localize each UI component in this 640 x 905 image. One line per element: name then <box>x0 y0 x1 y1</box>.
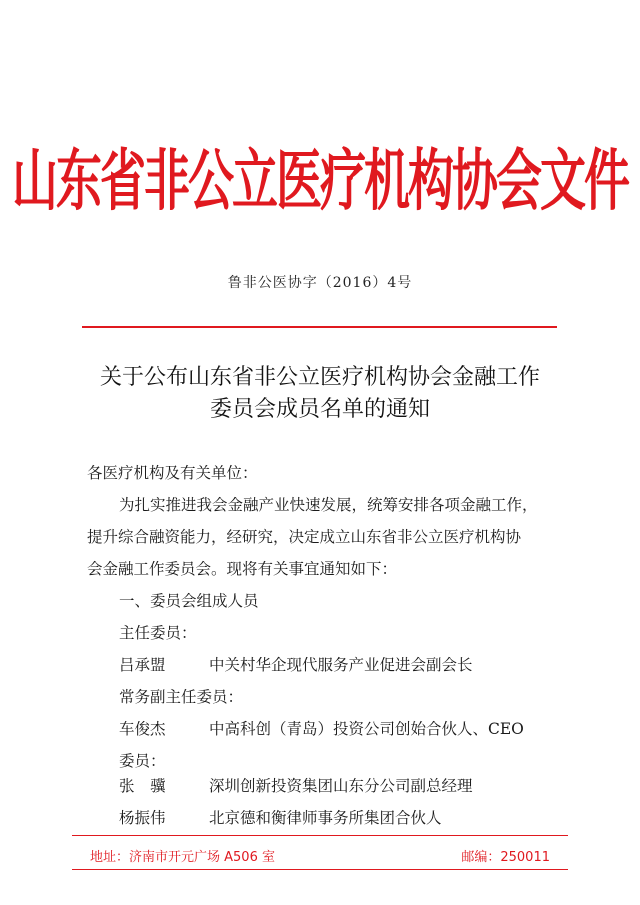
section-heading: 一、委员会组成人员 <box>119 592 259 610</box>
member-row <box>119 717 524 739</box>
paragraph-line-1: 为扎实推进我会金融产业快速发展，统筹安排各项金融工作， <box>119 496 538 514</box>
notice-title <box>0 362 640 426</box>
masthead-title: 山东省非公立医疗机构协会文件 <box>12 141 628 220</box>
member-title: 北京德和衡律师事务所集团合伙人 <box>209 809 442 827</box>
footer-address: 地址：济南市开元广场 A506 室 <box>90 850 275 865</box>
role-chair-label: 主任委员： <box>119 624 197 642</box>
header-divider <box>82 326 557 328</box>
paragraph-line-2: 提升综合融资能力，经研究，决定成立山东省非公立医疗机构协 <box>87 528 522 546</box>
member-row <box>119 774 473 796</box>
footer-divider-bottom <box>72 869 568 870</box>
member-name: 车俊杰 <box>119 720 166 738</box>
member-title: 中关村华企现代服务产业促进会副会长 <box>209 656 473 674</box>
footer-divider-top <box>72 835 568 836</box>
salutation: 各医疗机构及有关单位： <box>87 464 258 482</box>
notice-title-line-1: 关于公布山东省非公立医疗机构协会金融工作 <box>99 365 540 390</box>
member-row <box>119 806 442 828</box>
paragraph-line-3: 会金融工作委员会。现将有关事宜通知如下： <box>87 560 398 578</box>
role-members-label: 委员： <box>119 752 166 770</box>
document-number: 鲁非公医协字（2016）4号 <box>227 275 413 291</box>
notice-title-line-2: 委员会成员名单的通知 <box>209 397 430 422</box>
footer-postcode: 邮编：250011 <box>461 850 550 865</box>
member-title: 中高科创（青岛）投资公司创始合伙人、CEO <box>209 720 524 738</box>
member-name: 张 骥 <box>119 777 166 795</box>
member-row <box>119 653 473 675</box>
member-name: 杨振伟 <box>119 809 166 827</box>
role-vice-chair-label: 常务副主任委员： <box>119 688 244 706</box>
member-title: 深圳创新投资集团山东分公司副总经理 <box>209 777 473 795</box>
member-name: 吕承盟 <box>119 656 166 674</box>
